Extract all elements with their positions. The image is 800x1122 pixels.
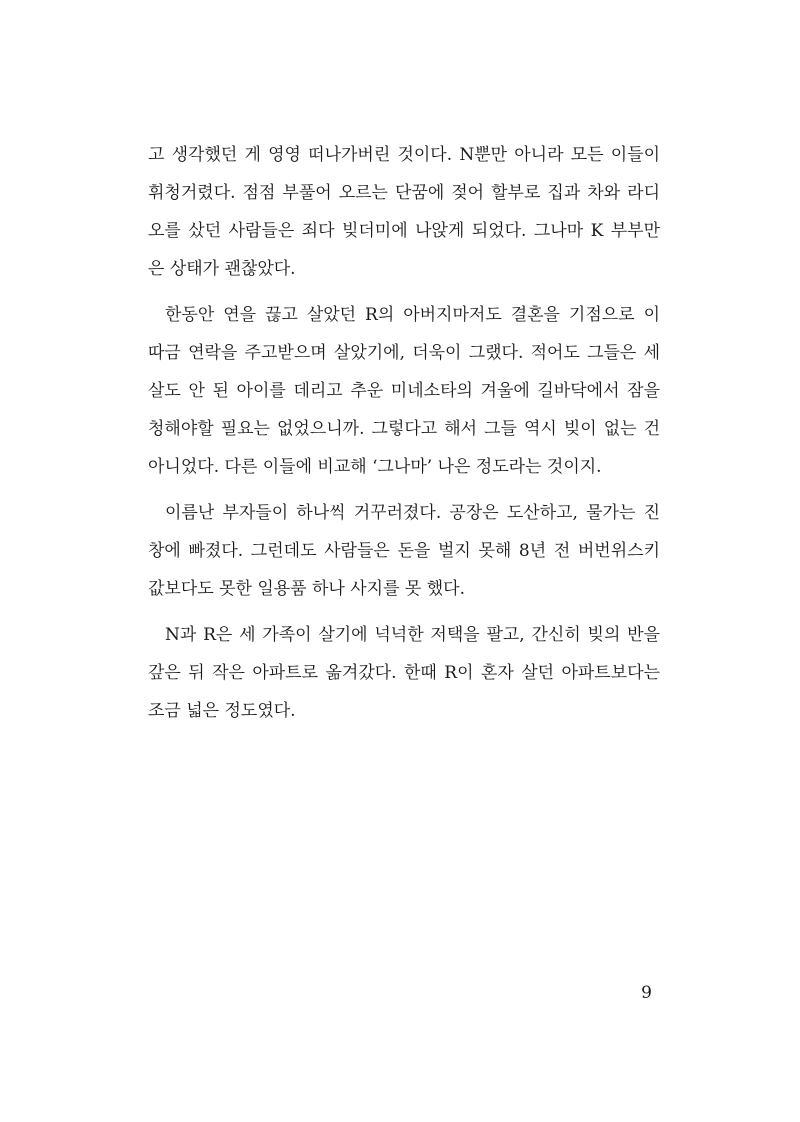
text-line: 아니었다. 다른 이들에 비교해 ‘그나마’ 나은 정도라는 것이지. — [148, 457, 602, 477]
text-line: 한동안 연을 끊고 살았던 R의 아버지마저도 결혼을 기점으로 이 — [165, 305, 660, 325]
text-line: 살도 안 된 아이를 데리고 추운 미네소타의 겨울에 길바닥에서 잠을 — [148, 381, 660, 401]
paragraph-1 — [148, 136, 660, 288]
text-line: 값보다도 못한 일용품 하나 사지를 못 했다. — [148, 579, 466, 599]
text-line: 갚은 뒤 작은 아파트로 옮겨갔다. 한때 R이 혼자 살던 아파트보다는 — [148, 663, 660, 683]
text-line: 조금 넓은 정도였다. — [148, 701, 296, 721]
text-line: 오를 샀던 사람들은 죄다 빚더미에 나앉게 되었다. 그나마 K 부부만 — [148, 221, 660, 241]
paragraph-3 — [148, 494, 660, 608]
body-text — [148, 136, 660, 730]
paragraph-2 — [148, 296, 660, 486]
text-line: 은 상태가 괜찮았다. — [148, 259, 296, 279]
page-number: 9 — [641, 983, 652, 1003]
text-line: 휘청거렸다. 점점 부풀어 오르는 단꿈에 젖어 할부로 집과 차와 라디 — [148, 183, 660, 203]
text-line: N과 R은 세 가족이 살기에 넉넉한 저택을 팔고, 간신히 빚의 반을 — [165, 625, 660, 645]
text-line: 이름난 부자들이 하나씩 거꾸러졌다. 공장은 도산하고, 물가는 진 — [165, 503, 660, 523]
text-line: 창에 빠졌다. 그런데도 사람들은 돈을 벌지 못해 8년 전 버번위스키 — [148, 541, 660, 561]
paragraph-4 — [148, 616, 660, 730]
text-line: 청해야할 필요는 없었으니까. 그렇다고 해서 그들 역시 빚이 없는 건 — [148, 419, 660, 439]
text-line: 따금 연락을 주고받으며 살았기에, 더욱이 그랬다. 적어도 그들은 세 — [148, 343, 660, 363]
text-line: 고 생각했던 게 영영 떠나가버린 것이다. N뿐만 아니라 모든 이들이 — [148, 145, 660, 165]
